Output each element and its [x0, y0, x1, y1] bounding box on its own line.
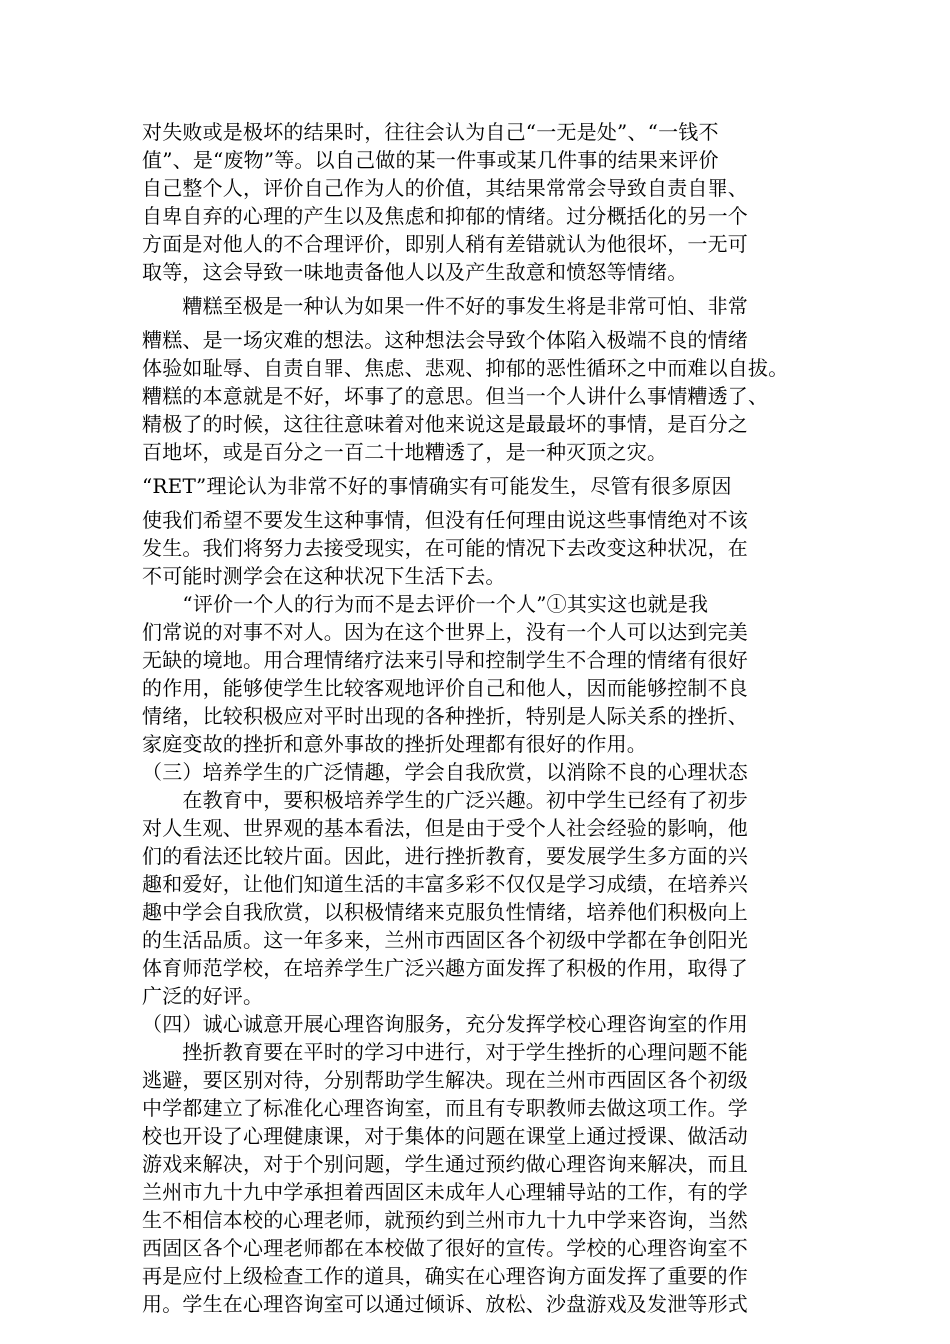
- text-line: 在教育中，要积极培养学生的广泛兴趣。初中学生已经有了初步: [142, 788, 748, 812]
- text-line: 逃避，要区别对待，分别帮助学生解决。现在兰州市西固区各个初级: [142, 1068, 748, 1092]
- text-line: 们的看法还比较片面。因此，进行挫折教育，要发展学生多方面的兴: [142, 844, 748, 868]
- text-line: 不可能时测学会在这种状况下生活下去。: [142, 564, 506, 588]
- text-line: 自己整个人，评价自己作为人的价值，其结果常常会导致自责自罪、: [142, 176, 748, 200]
- text-line: 游戏来解决，对于个别问题，学生通过预约做心理咨询来解决，而且: [142, 1152, 748, 1176]
- text-line: 糟糕的本意就是不好，坏事了的意思。但当一个人讲什么事情糟透了、: [142, 384, 769, 408]
- text-line: 值”、是“废物”等。以自己做的某一件事或某几件事的结果来评价: [142, 148, 719, 172]
- text-line: 西固区各个心理老师都在本校做了很好的宣传。学校的心理咨询室不: [142, 1236, 748, 1260]
- text-line: 生不相信本校的心理老师，就预约到兰州市九十九中学来咨询，当然: [142, 1208, 748, 1232]
- text-line: 再是应付上级检查工作的道具，确实在心理咨询方面发挥了重要的作: [142, 1264, 748, 1288]
- text-line: “评价一个人的行为而不是去评价一个人”①其实这也就是我: [142, 592, 709, 616]
- text-line: 取等，这会导致一味地责备他人以及产生敌意和愤怒等情绪。: [142, 260, 688, 284]
- text-line: 校也开设了心理健康课，对于集体的问题在课堂上通过授课、做活动: [142, 1124, 748, 1148]
- text-line: 精极了的时候，这往往意味着对他来说这是最最坏的事情，是百分之: [142, 412, 748, 436]
- text-line: 的生活品质。这一年多来，兰州市西固区各个初级中学都在争创阳光: [142, 928, 748, 952]
- text-line: 百地坏，或是百分之一百二十地糟透了，是一种灭顶之灾。: [142, 440, 668, 464]
- text-line: 对失败或是极坏的结果时，往往会认为自己“一无是处”、“一钱不: [142, 120, 719, 144]
- text-line: 挫折教育要在平时的学习中进行，对于学生挫折的心理问题不能: [142, 1040, 748, 1064]
- text-line: “RET”理论认为非常不好的事情确实有可能发生，尽管有很多原因: [142, 474, 732, 498]
- text-line: 趣和爱好，让他们知道生活的丰富多彩不仅仅是学习成绩，在培养兴: [142, 872, 748, 896]
- text-line: 对人生观、世界观的基本看法，但是由于受个人社会经验的影响，他: [142, 816, 748, 840]
- text-line: 们常说的对事不对人。因为在这个世界上，没有一个人可以达到完美: [142, 620, 748, 644]
- section-heading: （四）诚心诚意开展心理咨询服务，充分发挥学校心理咨询室的作用: [142, 1012, 748, 1036]
- text-line: 自卑自弃的心理的产生以及焦虑和抑郁的情绪。过分概括化的另一个: [142, 204, 748, 228]
- text-line: 糟糕、是一场灾难的想法。这种想法会导致个体陷入极端不良的情绪: [142, 328, 748, 352]
- text-line: 趣中学会自我欣赏，以积极情绪来克服负性情绪，培养他们积极向上: [142, 900, 748, 924]
- text-line: 的作用，能够使学生比较客观地评价自己和他人，因而能够控制不良: [142, 676, 748, 700]
- text-line: 方面是对他人的不合理评价，即别人稍有差错就认为他很坏，一无可: [142, 232, 748, 256]
- section-heading: （三）培养学生的广泛情趣，学会自我欣赏，以消除不良的心理状态: [142, 760, 748, 784]
- text-line: 发生。我们将努力去接受现实，在可能的情况下去改变这种状况，在: [142, 536, 748, 560]
- text-line: 情绪，比较积极应对平时出现的各种挫折，特别是人际关系的挫折、: [142, 704, 748, 728]
- text-line: 糟糕至极是一种认为如果一件不好的事发生将是非常可怕、非常: [142, 294, 748, 318]
- text-line: 广泛的好评。: [142, 984, 264, 1008]
- text-line: 无缺的境地。用合理情绪疗法来引导和控制学生不合理的情绪有很好: [142, 648, 748, 672]
- text-line: 中学都建立了标准化心理咨询室，而且有专职教师去做这项工作。学: [142, 1096, 748, 1120]
- text-line: 家庭变故的挫折和意外事故的挫折处理都有很好的作用。: [142, 732, 647, 756]
- text-line: 使我们希望不要发生这种事情，但没有任何理由说这些事情绝对不该: [142, 508, 748, 532]
- text-line: 体验如耻辱、自责自罪、焦虑、悲观、抑郁的恶性循环之中而难以自拔。: [142, 356, 789, 380]
- text-line: 体育师范学校，在培养学生广泛兴趣方面发挥了积极的作用，取得了: [142, 956, 748, 980]
- text-line: 兰州市九十九中学承担着西固区未成年人心理辅导站的工作，有的学: [142, 1180, 748, 1204]
- text-line: 用。学生在心理咨询室可以通过倾诉、放松、沙盘游戏及发泄等形式: [142, 1292, 748, 1316]
